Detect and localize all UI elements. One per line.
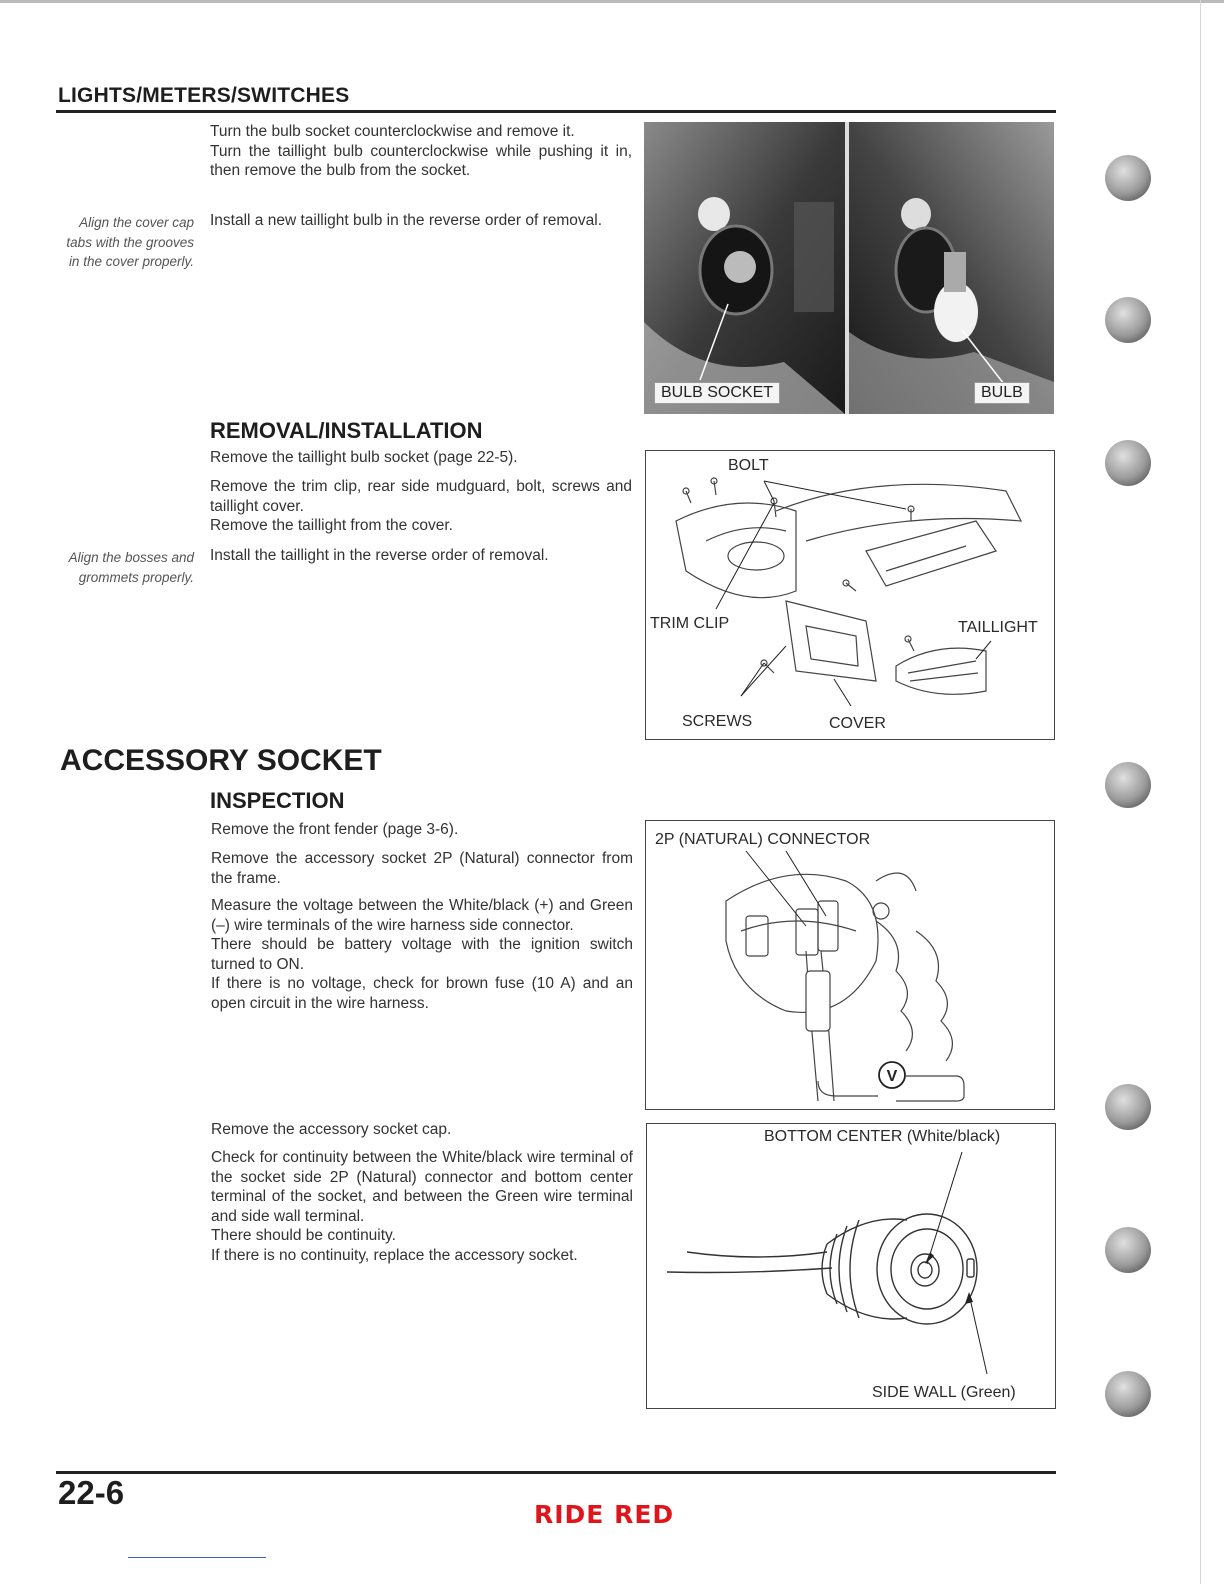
bottom-underline (128, 1557, 266, 1558)
bulb-socket-label: BULB SOCKET (654, 382, 780, 404)
taillight-label: TAILLIGHT (958, 619, 1038, 636)
footer-rule (56, 1471, 1056, 1474)
continuity-steps (211, 1148, 633, 1265)
removal-installation-heading: REMOVAL/INSTALLATION (210, 418, 483, 443)
inspection-steps-3 (211, 896, 633, 1013)
binder-hole (1105, 1227, 1151, 1273)
binder-hole (1105, 155, 1151, 201)
taillight-exploded-figure (645, 450, 1055, 740)
top-edge-line (0, 0, 1224, 3)
connector-label: 2P (NATURAL) CONNECTOR (655, 831, 871, 848)
paragraph: If there is no voltage, check for brown fuse (10 A) and an open circuit in the wire harness. (211, 975, 633, 1012)
screws-label: SCREWS (682, 713, 753, 730)
socket-drawing (647, 1124, 1055, 1408)
page-number: 22-6 (58, 1474, 125, 1511)
bosses-note: Align the bosses and grommets properly. (68, 550, 194, 585)
right-edge-line (1200, 0, 1201, 1584)
voltmeter-symbol: V (886, 1068, 898, 1085)
ride-red-watermark: RIDE RED (534, 1500, 675, 1529)
accessory-socket-heading: ACCESSORY SOCKET (60, 744, 382, 777)
binder-hole (1105, 297, 1151, 343)
paragraph: If there is no continuity, replace the accessory socket. (211, 1246, 578, 1264)
bulb-label: BULB (974, 382, 1030, 404)
removal-step-1: Remove the taillight bulb socket (page 22-5). (210, 449, 518, 466)
cover-label: COVER (829, 715, 886, 732)
socket-figure (646, 1123, 1056, 1409)
section-title: LIGHTS/METERS/SWITCHES (58, 84, 350, 107)
inspection-step-1: Remove the front fender (page 3-6). (211, 821, 459, 838)
paragraph: Remove the trim clip, rear side mudguard, bolt, screws and taillight cover. (210, 478, 632, 515)
paragraph: There should be battery voltage with the ignition switch turned to ON. (211, 936, 633, 973)
cover-cap-note: Align the cover cap tabs with the grooves in the cover properly. (66, 215, 194, 269)
bottom-center-label: BOTTOM CENTER (White/black) (764, 1128, 1001, 1145)
paragraph: Remove the taillight from the cover. (210, 517, 453, 534)
binder-hole (1105, 762, 1151, 808)
inspection-heading: INSPECTION (210, 788, 345, 813)
paragraph: Turn the taillight bulb counterclockwise while pushing it in, then remove the bulb from the socket. (210, 142, 632, 179)
exploded-drawing (646, 451, 1054, 739)
trim-clip-label: TRIM CLIP (650, 615, 730, 632)
bolt-label: BOLT (728, 457, 769, 474)
socket-cap-step: Remove the accessory socket cap. (211, 1121, 452, 1138)
connector-drawing (646, 821, 1054, 1109)
paragraph: Measure the voltage between the White/black (+) and Green (–) wire terminals of the wire harness side connector. (211, 897, 633, 934)
connector-figure (645, 820, 1055, 1110)
inspection-step-2: Remove the accessory socket 2P (Natural) connector from the frame. (211, 850, 633, 887)
binder-hole (1105, 1371, 1151, 1417)
header-rule (56, 110, 1056, 113)
binder-hole (1105, 1084, 1151, 1130)
paragraph: There should be continuity. (211, 1227, 396, 1244)
paragraph: Check for continuity between the White/black wire terminal of the socket side 2P (Natural) connector and bottom center terminal of the socket, and between the Green wire terminal and side wall terminal. (211, 1149, 633, 1225)
taillight-install-text: Install the taillight in the reverse order of removal. (210, 547, 549, 564)
bulb-photos (644, 122, 1054, 414)
bulb-removal-text (210, 122, 632, 181)
photo-illustration (644, 122, 1054, 414)
paragraph: Turn the bulb socket counterclockwise and remove it. (210, 123, 575, 140)
binder-hole (1105, 440, 1151, 486)
removal-steps-2 (210, 477, 632, 536)
side-wall-label: SIDE WALL (Green) (872, 1384, 1016, 1401)
bulb-install-text: Install a new taillight bulb in the reverse order of removal. (210, 212, 603, 229)
